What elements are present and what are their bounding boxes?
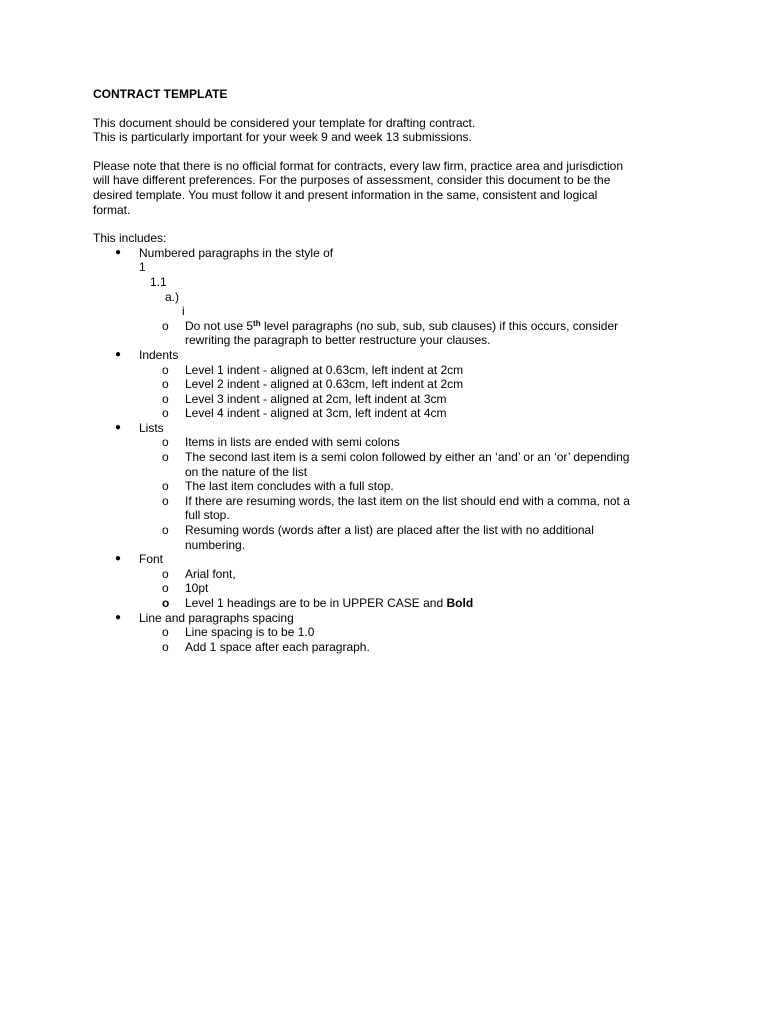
- bullet-icon: ●: [115, 611, 122, 623]
- list-item-spacing: [93, 611, 673, 626]
- includes-label: This includes:: [93, 231, 167, 246]
- sub-item-text: [185, 596, 673, 611]
- sub-bullet-icon: o: [162, 450, 169, 465]
- sub-item-text: Level 2 indent - aligned at 0.63cm, left indent at 2cm: [185, 377, 464, 392]
- sub-item: [139, 625, 673, 640]
- bullet-icon: ●: [115, 348, 122, 360]
- sub-item-text-part: level paragraphs (no sub, sub, sub clauses) if this occurs, consider: [260, 318, 619, 333]
- sub-bullet-icon: o: [162, 639, 169, 654]
- note-line: format.: [93, 202, 131, 217]
- superscript-th: th: [253, 318, 261, 328]
- document-title: CONTRACT TEMPLATE: [93, 87, 228, 101]
- list-item-label: Lists: [139, 420, 164, 435]
- sub-bullet-icon: o: [162, 566, 169, 581]
- sub-item-text: Level 3 indent - aligned at 2cm, left indent at 3cm: [185, 391, 447, 406]
- sub-bullet-icon: o: [162, 493, 169, 508]
- list-item-label: Line and paragraphs spacing: [139, 610, 294, 625]
- sub-item-text: 10pt: [185, 581, 209, 596]
- numbering-level-1: 1: [139, 260, 146, 275]
- bullet-icon: ●: [115, 246, 122, 258]
- sub-item-text: Items in lists are ended with semi colons: [185, 435, 400, 450]
- sub-bullet-icon: o: [162, 596, 170, 610]
- sub-item-text: Level 1 indent - aligned at 0.63cm, left indent at 2cm: [185, 362, 464, 377]
- numbering-level-2: 1.1: [150, 274, 167, 289]
- bullet-icon: ●: [115, 421, 122, 433]
- intro-line: This document should be considered your template for drafting contract.: [93, 115, 476, 130]
- sub-item-text: If there are resuming words, the last item on the list should end with a comma, not a: [185, 493, 630, 508]
- list-item-numbered: [93, 246, 673, 261]
- sub-item: [139, 523, 673, 552]
- sub-item-text: [185, 319, 673, 334]
- sub-item: [139, 363, 673, 378]
- includes-list: [93, 246, 673, 655]
- sub-item-text: on the nature of the list: [185, 464, 308, 479]
- sub-bullet-icon: o: [162, 581, 169, 596]
- sub-item: [139, 479, 673, 494]
- numbering-level-3: a.): [165, 289, 180, 304]
- sub-item: [139, 406, 673, 421]
- sub-bullet-icon: o: [162, 377, 169, 392]
- note-line: will have different preferences. For the purposes of assessment, consider this document to be the: [93, 173, 611, 188]
- note-line: Please note that there is no official format for contracts, every law firm, practice area and jurisdiction: [93, 158, 624, 173]
- document-body: [93, 87, 673, 654]
- sub-item-text: Resuming words (words after a list) are placed after the list with no additional: [185, 523, 594, 538]
- sub-item: [139, 494, 673, 523]
- list-item-label: Font: [139, 552, 164, 567]
- bullet-icon: ●: [115, 553, 122, 565]
- bold-word: Bold: [446, 596, 474, 610]
- sub-item-text: rewriting the paragraph to better restructure your clauses.: [185, 333, 491, 348]
- sub-item-text-part: Do not use 5: [185, 318, 254, 333]
- list-item-label: Indents: [139, 347, 179, 362]
- sub-item-text: The last item concludes with a full stop.: [185, 479, 394, 494]
- sub-item-text: The second last item is a semi colon followed by either an ‘and’ or an ‘or’ depending: [185, 450, 630, 465]
- sub-item: [139, 435, 673, 450]
- list-item-lists: [93, 421, 673, 436]
- sub-item-text: Arial font,: [185, 566, 236, 581]
- sub-item: [139, 377, 673, 392]
- sub-bullet-icon: o: [162, 479, 169, 494]
- sub-item-text: full stop.: [185, 508, 230, 523]
- sub-item: [139, 596, 673, 611]
- sub-item: [139, 581, 673, 596]
- list-item-indents: [93, 348, 673, 363]
- sub-bullet-icon: o: [162, 391, 169, 406]
- list-item-font: [93, 552, 673, 567]
- sub-item-text: Add 1 space after each paragraph.: [185, 639, 370, 654]
- sub-item-text: Line spacing is to be 1.0: [185, 625, 315, 640]
- note-line: desired template. You must follow it and present information in the same, consistent and logical: [93, 187, 598, 202]
- sub-bullet-icon: o: [162, 318, 169, 333]
- sub-item-text: numbering.: [185, 537, 246, 552]
- sub-item: [139, 640, 673, 655]
- list-item-label: Numbered paragraphs in the style of: [139, 245, 334, 260]
- intro-paragraph: [93, 116, 673, 145]
- sub-bullet-icon: o: [162, 435, 169, 450]
- sub-item: [139, 567, 673, 582]
- sub-item: [139, 319, 673, 348]
- sub-item: [139, 392, 673, 407]
- note-paragraph: [93, 159, 673, 217]
- sub-item: [139, 450, 673, 479]
- sub-item-text-part: Level 1 headings are to be in UPPER CASE and: [185, 596, 447, 610]
- sub-bullet-icon: o: [162, 625, 169, 640]
- sub-bullet-icon: o: [162, 406, 169, 421]
- sub-bullet-icon: o: [162, 362, 169, 377]
- intro-line: This is particularly important for your week 9 and week 13 submissions.: [93, 130, 472, 145]
- sub-item-text: Level 4 indent - aligned at 3cm, left indent at 4cm: [185, 406, 447, 421]
- numbering-level-4: i: [182, 304, 185, 319]
- sub-bullet-icon: o: [162, 523, 169, 538]
